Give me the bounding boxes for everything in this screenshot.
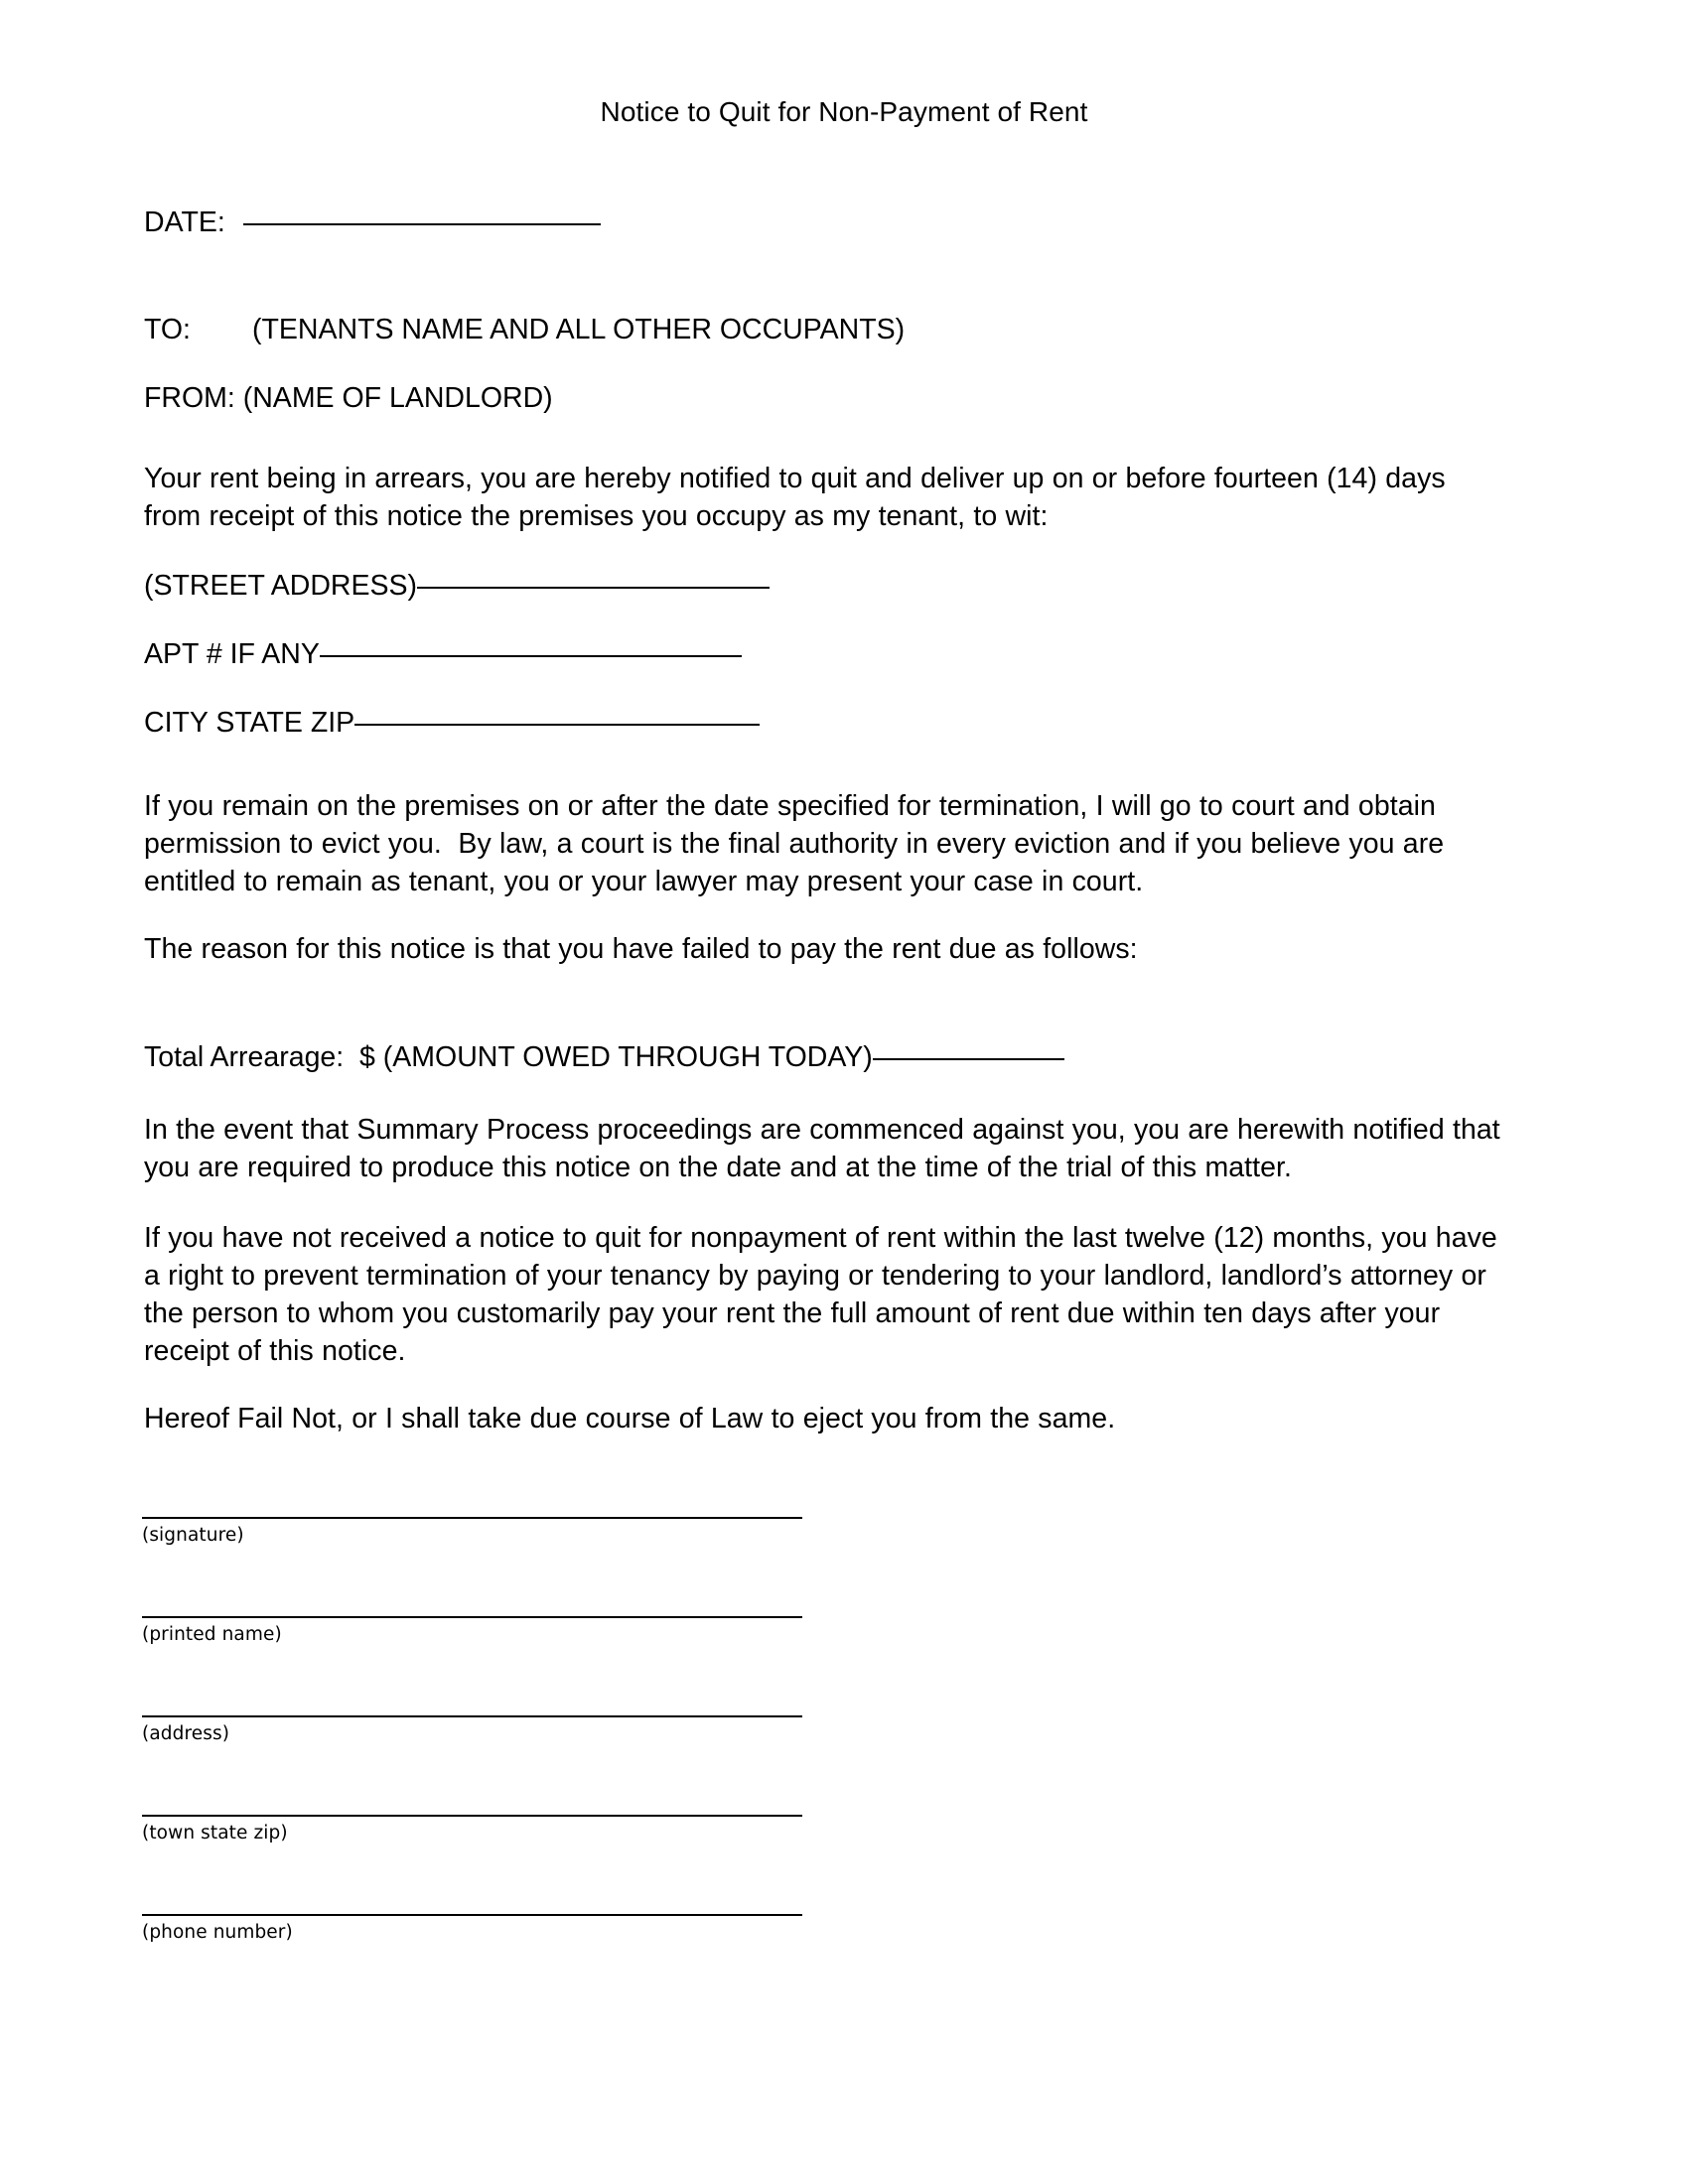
paragraph-reason: The reason for this notice is that you have failed to pay the rent due as follows: — [144, 933, 1138, 965]
signature-field-address — [142, 1715, 802, 1746]
paragraph-twelve-months: If you have not received a notice to quit for nonpayment of rent within the last twelve (12) months, you have a right to prevent termination of your tenancy by paying or tendering to your landlord, landlord’s attorney or the person to whom you customarily pay your rent the full amount of rent due within ten days after your receipt of this notice. — [144, 1222, 1506, 1367]
date-fill-rule[interactable] — [243, 223, 601, 225]
from-row — [144, 379, 553, 417]
paragraph-summary-process: In the event that Summary Process proceedings are commenced against you, you are herewith notified that you are required to produce this notice on the date and at the time of the trial of this matter. — [144, 1114, 1509, 1183]
signature-field-town-state-zip — [142, 1815, 802, 1845]
phone-number-label: (phone number) — [142, 1922, 293, 1943]
from-label: FROM: (NAME OF LANDLORD) — [144, 382, 553, 414]
apt-fill-rule[interactable] — [320, 655, 742, 657]
street-address-row — [144, 567, 770, 605]
street-address-fill-rule[interactable] — [417, 587, 770, 589]
city-state-zip-row — [144, 704, 760, 742]
paragraph-arrears: Your rent being in arrears, you are hereby notified to quit and deliver up on or before fourteen (14) days from receipt of this notice the premises you occupy as my tenant, to wit: — [144, 463, 1454, 532]
to-row — [144, 311, 905, 348]
signature-field-printed-name — [142, 1616, 802, 1647]
signature-label: (signature) — [142, 1525, 244, 1546]
date-label: DATE: — [144, 206, 225, 238]
city-state-zip-label: CITY STATE ZIP — [144, 707, 355, 739]
street-address-label: (STREET ADDRESS) — [144, 570, 418, 602]
signature-field-phone-number — [142, 1914, 802, 1945]
total-arrearage-row — [144, 1038, 1064, 1076]
apt-label: APT # IF ANY — [144, 638, 320, 670]
date-row — [144, 204, 601, 241]
address-label: (address) — [142, 1723, 230, 1744]
to-label: TO: — [144, 314, 191, 345]
city-state-zip-fill-rule[interactable] — [354, 724, 760, 726]
paragraph-hereof-fail-not: Hereof Fail Not, or I shall take due course of Law to eject you from the same. — [144, 1403, 1116, 1434]
paragraph-remain-on-premises: If you remain on the premises on or after the date specified for termination, I will go to court and obtain permission to evict you. By law, a court is the final authority in every eviction and if you believe you are entitled to remain as tenant, you or your lawyer may present your case in court. — [144, 790, 1453, 897]
to-value: (TENANTS NAME AND ALL OTHER OCCUPANTS) — [251, 314, 906, 345]
page-title: Notice to Quit for Non-Payment of Rent — [600, 96, 1088, 127]
total-arrearage-label: Total Arrearage: $ (AMOUNT OWED THROUGH TODAY) — [144, 1041, 873, 1073]
apt-row — [144, 635, 742, 673]
printed-name-label: (printed name) — [142, 1624, 282, 1645]
signature-field-signature — [142, 1517, 802, 1548]
total-arrearage-fill-rule[interactable] — [873, 1058, 1064, 1060]
town-state-zip-label: (town state zip) — [142, 1823, 288, 1843]
